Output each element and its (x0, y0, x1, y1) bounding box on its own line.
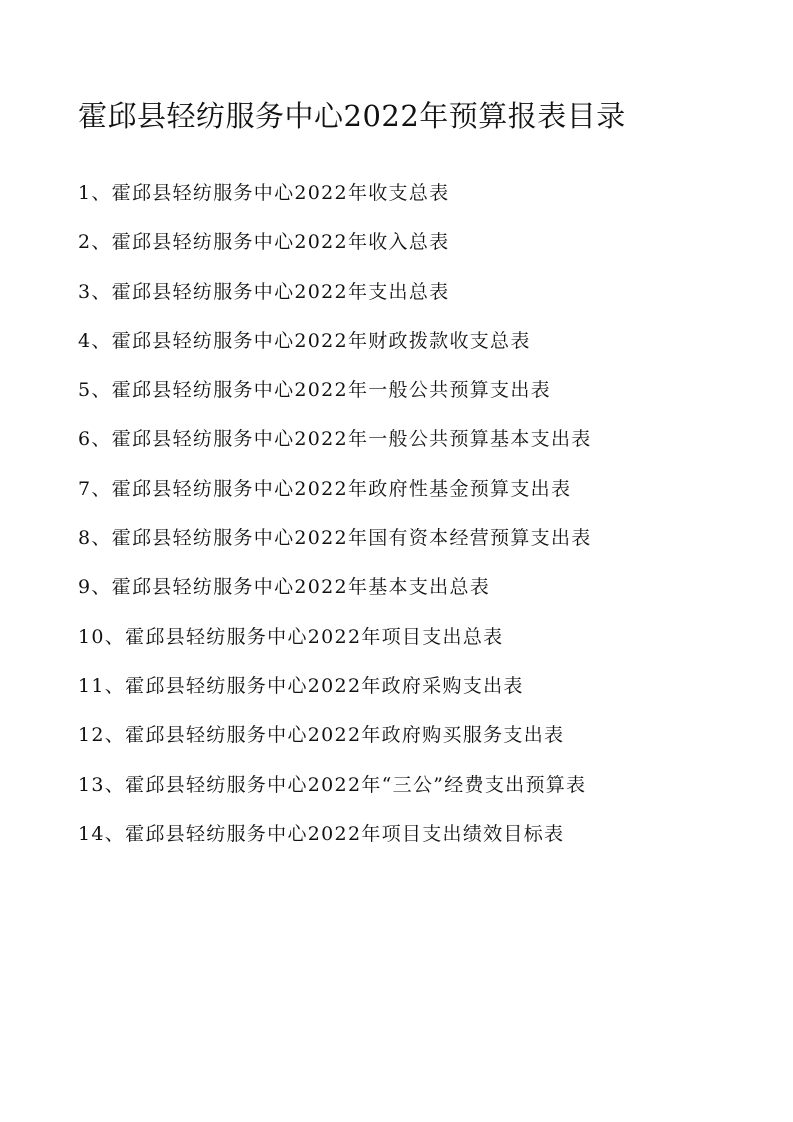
table-of-contents (78, 175, 592, 865)
toc-item-4: 4、霍邱县轻纺服务中心2022年财政拨款收支总表 (78, 329, 531, 352)
toc-item-5: 5、霍邱县轻纺服务中心2022年一般公共预算支出表 (78, 379, 551, 402)
toc-item-11: 11、霍邱县轻纺服务中心2022年政府采购支出表 (78, 674, 524, 697)
toc-item-10: 10、霍邱县轻纺服务中心2022年项目支出总表 (78, 625, 504, 648)
toc-item-12: 12、霍邱县轻纺服务中心2022年政府购买服务支出表 (78, 724, 565, 747)
toc-item-7: 7、霍邱县轻纺服务中心2022年政府性基金预算支出表 (78, 477, 572, 500)
toc-item-3: 3、霍邱县轻纺服务中心2022年支出总表 (78, 280, 450, 303)
page-title: 霍邱县轻纺服务中心2022年预算报表目录 (78, 99, 626, 133)
toc-item-2: 2、霍邱县轻纺服务中心2022年收入总表 (78, 231, 450, 254)
toc-item-14: 14、霍邱县轻纺服务中心2022年项目支出绩效目标表 (78, 822, 565, 845)
toc-item-8: 8、霍邱县轻纺服务中心2022年国有资本经营预算支出表 (78, 527, 592, 550)
toc-item-13: 13、霍邱县轻纺服务中心2022年“三公”经费支出预算表 (78, 773, 587, 796)
toc-item-6: 6、霍邱县轻纺服务中心2022年一般公共预算基本支出表 (78, 428, 592, 451)
toc-item-1: 1、霍邱县轻纺服务中心2022年收支总表 (78, 182, 450, 204)
toc-item-9: 9、霍邱县轻纺服务中心2022年基本支出总表 (78, 576, 491, 599)
